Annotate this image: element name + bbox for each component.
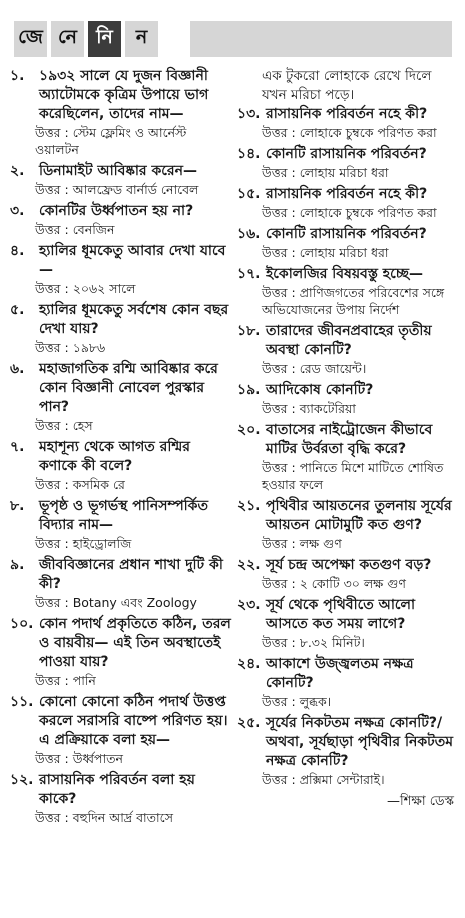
question-number: ১৮. — [237, 323, 261, 339]
question-row — [237, 497, 458, 535]
qa-item — [237, 322, 458, 377]
question-row — [10, 301, 231, 339]
header-letter-3: নি — [88, 21, 121, 57]
question-text: আদিকোষ কোনটি? — [266, 382, 374, 398]
question-row — [10, 438, 231, 476]
qa-item — [10, 556, 231, 611]
qa-item — [237, 185, 458, 221]
question-row — [237, 421, 458, 459]
qa-item — [10, 497, 231, 552]
qa-item — [237, 381, 458, 417]
header-letter-1: জে — [14, 21, 47, 57]
answer-text: উত্তর : লোহায় মরিচা ধরা — [262, 165, 389, 180]
question-text: তারাদের জীবনপ্রবাহের তৃতীয় অবস্থা কোনটি? — [266, 323, 432, 358]
question-text: কোন পদার্থ প্রকৃতিতে কঠিন, তরল ও বায়বীয়— এই তিন অবস্থাতেই পাওয়া যায়? — [39, 616, 231, 670]
question-row — [10, 615, 231, 672]
answer-text: উত্তর : লক্ষ গুণ — [262, 536, 342, 551]
question-number: ১৯. — [237, 382, 261, 398]
right-column — [237, 67, 458, 830]
qa-item — [237, 556, 458, 592]
question-row — [237, 714, 458, 771]
question-number: ৯. — [10, 557, 25, 573]
qa-item — [10, 162, 231, 198]
answer-text: উত্তর : বেনজিন — [35, 222, 115, 237]
question-row — [10, 202, 231, 221]
qa-item — [10, 438, 231, 493]
header-letter-4: ন — [125, 21, 158, 57]
signature: —শিক্ষা ডেস্ক — [386, 794, 454, 809]
question-number: ২৪. — [237, 656, 261, 672]
question-row — [237, 381, 458, 400]
header-bar — [190, 21, 452, 57]
question-number: ১০. — [10, 616, 34, 632]
question-row — [237, 596, 458, 634]
question-number: ৩. — [10, 203, 25, 219]
question-row — [237, 322, 458, 360]
answer-text: উত্তর : লুব্ধক। — [262, 694, 332, 709]
answer-text: উত্তর : ২ কোটি ৩০ লক্ষ গুণ — [262, 576, 406, 591]
qa-item — [237, 145, 458, 181]
question-row — [237, 185, 458, 204]
qa-item — [237, 105, 458, 141]
qa-item — [10, 360, 231, 434]
question-number: ১৬. — [237, 226, 261, 242]
question-number: ২৩. — [237, 597, 261, 613]
qa-item — [10, 202, 231, 238]
question-text: রাসায়নিক পরিবর্তন নহে কী? — [266, 186, 428, 202]
answer-text: উত্তর : রেড জায়েন্ট। — [262, 361, 367, 376]
question-row — [237, 145, 458, 164]
answer-text: উত্তর : আলফ্রেড বার্নার্ড নোবেল — [35, 182, 199, 197]
question-text: সূর্যের নিকটতম নক্ষত্র কোনটি?/অথবা, সূর্যছাড়া পৃথিবীর নিকটতম নক্ষত্র কোনটি? — [266, 715, 454, 769]
question-text: কোনো কোনো কঠিন পদার্থ উত্তপ্ত করলে সরাসরি বাষ্পে পরিণত হয়। এ প্রক্রিয়াকে বলা হয়— — [39, 694, 228, 748]
question-number: ২০. — [237, 422, 261, 438]
question-text: ডিনামাইট আবিষ্কার করেন— — [39, 163, 197, 179]
question-text: সূর্য চন্দ্র অপেক্ষা কতগুণ বড়? — [266, 557, 432, 573]
question-number: ৮. — [10, 498, 25, 514]
question-number: ১৩. — [237, 106, 261, 122]
answer-text: উত্তর : ১৯৮৬ — [35, 340, 106, 355]
article-columns — [10, 67, 458, 830]
question-text: ইকোলজির বিষয়বস্তু হচ্ছে— — [266, 266, 424, 282]
left-column — [10, 67, 231, 830]
answer-text: উত্তর : স্টেম ফ্লেমিং ও আর্নেস্ট ওয়ালটন — [35, 125, 187, 157]
question-row — [237, 655, 458, 693]
question-number: ৫. — [10, 302, 25, 318]
qa-item — [237, 497, 458, 552]
question-text: কোনটি রাসায়নিক পরিবর্তন? — [266, 226, 427, 242]
qa-item — [10, 771, 231, 826]
question-text: রাসায়নিক পরিবর্তন নহে কী? — [266, 106, 428, 122]
question-row — [10, 556, 231, 594]
question-number: ২২. — [237, 557, 261, 573]
question-number: ২৫. — [237, 715, 261, 731]
qa-item — [237, 265, 458, 318]
answer-text: উত্তর : হাইড্রোলজি — [35, 536, 132, 551]
answer-text: উত্তর : ২০৬২ সালে — [35, 281, 136, 296]
answer-text: উত্তর : প্রাণিজগতের পরিবেশের সঙ্গে অভিযোজনের উপায় নির্দেশ — [262, 285, 445, 317]
question-number: ৬. — [10, 361, 25, 377]
question-text: রাসায়নিক পরিবর্তন বলা হয় কাকে? — [39, 772, 195, 807]
question-row — [237, 225, 458, 244]
question-row — [237, 105, 458, 124]
question-text: ১৯৩২ সালে যে দুজন বিজ্ঞানী অ্যাটোমকে কৃত্রিম উপায়ে ভাগ করেছিলেন, তাদের নাম— — [39, 68, 209, 122]
question-row — [10, 771, 231, 809]
question-number: ১৪. — [237, 146, 261, 162]
question-row — [10, 242, 231, 280]
question-text: বাতাসের নাইট্রোজেন কীভাবে মাটির উর্বরতা বৃদ্ধি করে? — [266, 422, 433, 457]
question-text: হ্যালির ধূমকেতু সর্বশেষ কোন বছর দেখা যায়? — [39, 302, 229, 337]
question-number: ১৫. — [237, 186, 261, 202]
answer-text: উত্তর : বহুদিন আর্দ্র বাতাসে — [35, 810, 173, 825]
qa-item — [237, 225, 458, 261]
question-text: পৃথিবীর আয়তনের তুলনায় সূর্যের আয়তন মোটামুটি কত গুণ? — [266, 498, 452, 533]
question-number: ৭. — [10, 439, 25, 455]
question-row — [10, 497, 231, 535]
answer-text: উত্তর : Botany এবং Zoology — [35, 595, 197, 610]
question-text: জীববিজ্ঞানের প্রধান শাখা দুটি কী কী? — [39, 557, 223, 592]
question-text: কোনটি রাসায়নিক পরিবর্তন? — [266, 146, 427, 162]
question-text: কোনটির উর্ধ্বপাতন হয় না? — [39, 203, 194, 219]
qa-item — [10, 301, 231, 356]
question-text: হ্যালির ধূমকেতু আবার দেখা যাবে— — [39, 243, 226, 278]
question-row — [10, 162, 231, 181]
qa-item — [10, 242, 231, 297]
answer-text: উত্তর : কসমিক রে — [35, 477, 125, 492]
question-text: মহাশূন্য থেকে আগত রশ্মির কণাকে কী বলে? — [39, 439, 190, 474]
qa-item — [10, 67, 231, 158]
question-number: ৪. — [10, 243, 25, 259]
answer-text: উত্তর : পানিতে মিশে মাটিতে শোষিত হওয়ার ফলে — [262, 460, 444, 492]
answer-text: উত্তর : লোহাকে চুম্বকে পরিণত করা — [262, 125, 437, 140]
continued-answer: এক টুকরো লোহাকে রেখে দিলে যখন মরিচা পড়ে। — [262, 68, 432, 103]
question-row — [10, 67, 231, 124]
question-row — [10, 360, 231, 417]
answer-text: উত্তর : লোহাকে চুম্বকে পরিণত করা — [262, 205, 437, 220]
question-text: মহাজাগতিক রশ্মি আবিষ্কার করে কোন বিজ্ঞানী নোবেল পুরস্কার পান? — [39, 361, 218, 415]
question-number: ২১. — [237, 498, 261, 514]
qa-item — [10, 693, 231, 767]
header-letter-2: নে — [51, 21, 84, 57]
answer-text: উত্তর : ব্যাকটেরিয়া — [262, 401, 356, 416]
qa-item — [10, 615, 231, 689]
question-text: সূর্য থেকে পৃথিবীতে আলো আসতে কত সময় লাগে? — [266, 597, 416, 632]
question-text: ভূপৃষ্ঠ ও ভূগর্ভস্থ পানিসম্পর্কিত বিদ্যার নাম— — [39, 498, 208, 533]
answer-text: উত্তর : উর্ধ্বপাতন — [35, 751, 123, 766]
question-number: ১১. — [10, 694, 34, 710]
question-row — [10, 693, 231, 750]
qa-item — [237, 655, 458, 710]
question-number: ২. — [10, 163, 25, 179]
answer-text: উত্তর : হেস — [35, 418, 93, 433]
qa-item — [237, 714, 458, 788]
question-row — [237, 556, 458, 575]
question-number: ১. — [10, 68, 25, 84]
header-letter-boxes — [14, 21, 162, 57]
qa-item — [237, 421, 458, 493]
question-text: আকাশে উজ্জ্বলতম নক্ষত্র কোনটি? — [266, 656, 414, 691]
question-number: ১২. — [10, 772, 34, 788]
question-number: ১৭. — [237, 266, 261, 282]
answer-text: উত্তর : প্রক্সিমা সেন্টারাই। — [262, 772, 385, 787]
qa-item — [237, 596, 458, 651]
answer-text: উত্তর : ৮.৩২ মিনিট। — [262, 635, 365, 650]
question-row — [237, 265, 458, 284]
answer-text: উত্তর : পানি — [35, 673, 96, 688]
answer-text: উত্তর : লোহায় মরিচা ধরা — [262, 245, 389, 260]
